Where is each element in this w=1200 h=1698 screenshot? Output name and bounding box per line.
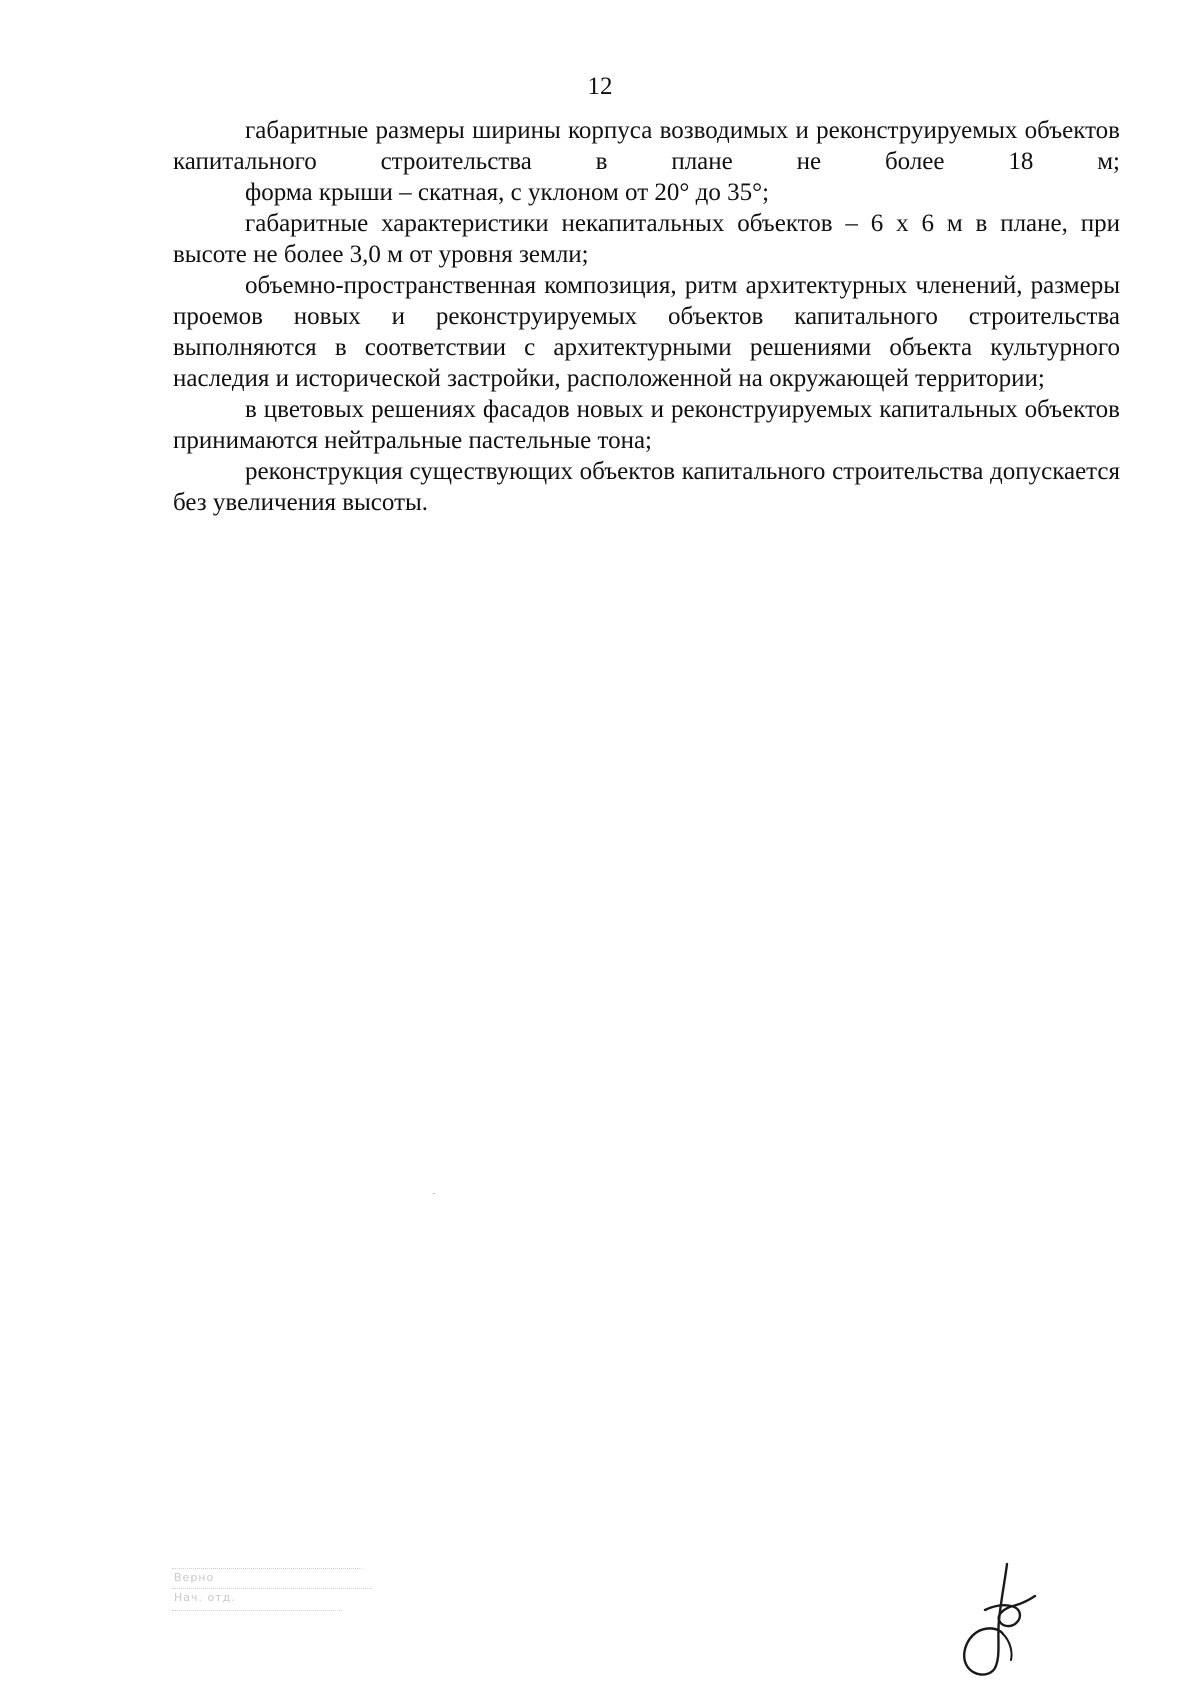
stamp-text-line-1: Верно	[174, 1571, 215, 1584]
paragraph-roof-shape: форма крыши – скатная, с уклоном от 20° до 35°;	[245, 179, 770, 206]
page-number: 12	[587, 73, 613, 100]
paragraph-non-capital-dimensions: габаритные характеристики некапитальных объектов – 6 х 6 м в плане, при высоте не более 3,0 м от уровня земли;	[173, 210, 1120, 268]
paragraph-spatial-composition: объемно-пространственная композиция, ритм архитектурных членений, размеры проемов новых и реконструируемых объектов капитального строительства выполняются в соответствии с архитектурными решениями объекта культурного наследия и исторической застройки, расположенной на окружающей территории;	[173, 272, 1120, 392]
paragraph-facade-colors: в цветовых решениях фасадов новых и реконструируемых капитальных объектов принимаются нейтральные пастельные тона;	[173, 396, 1120, 454]
stamp-line	[172, 1610, 342, 1611]
stamp-line	[172, 1588, 372, 1589]
handwritten-signature-icon	[955, 1560, 1045, 1680]
faded-stamp	[172, 1558, 392, 1628]
paragraph-reconstruction: реконструкция существующих объектов капитального строительства допускается без увеличения высоты.	[173, 458, 1120, 516]
stamp-text-line-2: Нач. отд.	[174, 1591, 236, 1604]
paragraph-building-width: габаритные размеры ширины корпуса возводимых и реконструируемых объектов капитального строительства в плане не более 18 м;	[173, 117, 1120, 175]
scan-speck	[433, 1193, 435, 1194]
document-body	[173, 115, 1120, 518]
stamp-line	[172, 1568, 362, 1569]
